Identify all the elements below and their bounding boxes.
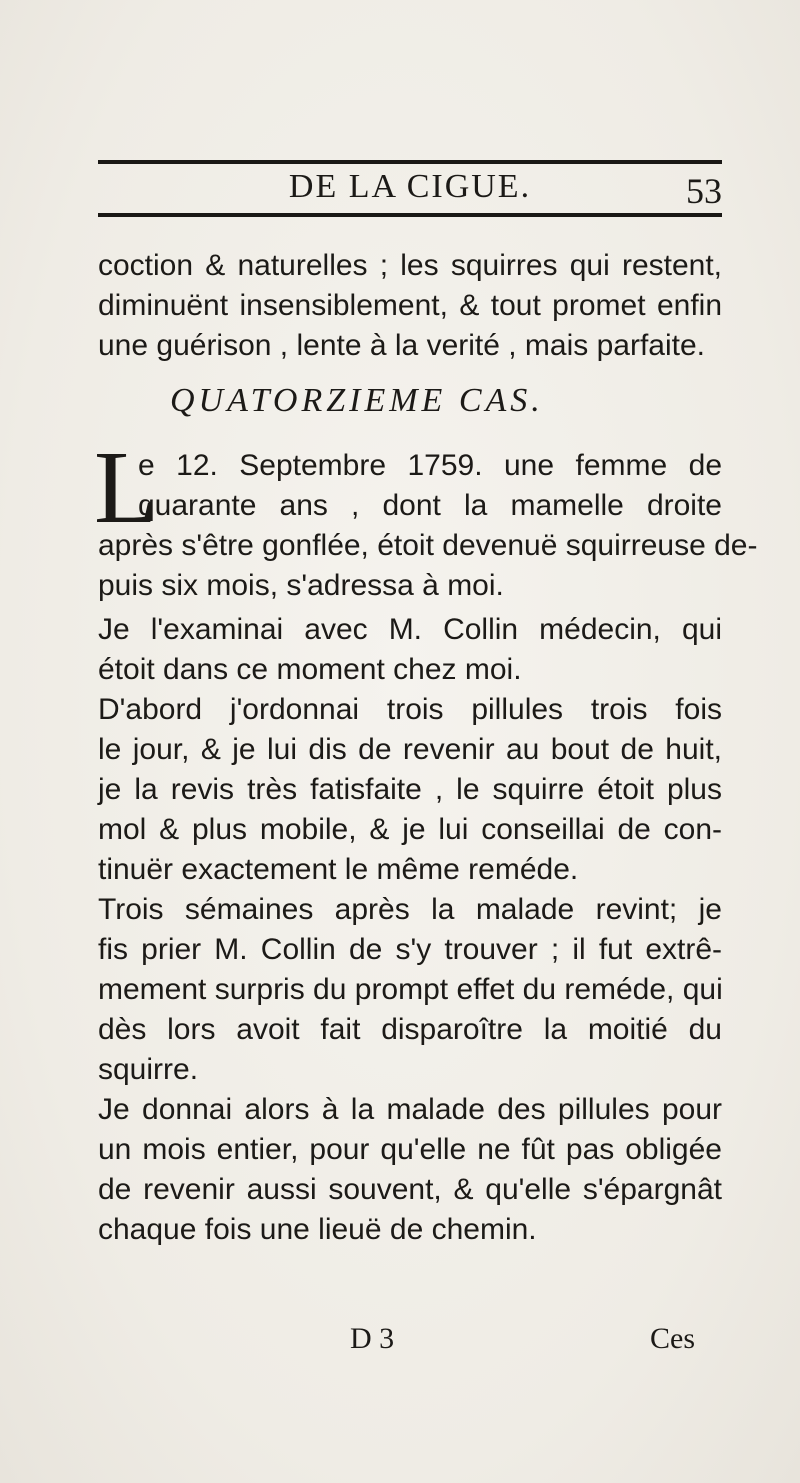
case-body [98, 610, 722, 1250]
text-line: e 12. Septembre 1759. une femme de [138, 449, 722, 482]
page-number: 53 [686, 171, 722, 211]
text-line: mement surpris du prompt effet du reméde, qui [98, 973, 723, 1006]
text-line: mol & plus mobile, & je lui conseillai de con- [98, 813, 722, 846]
text-line: D'abord j'ordonnai trois pillules trois fois [98, 693, 722, 726]
text-line: puis six mois, s'adressa à moi. [98, 569, 504, 602]
text-line: Je donnai alors à la malade des pillules pour [98, 1093, 722, 1126]
text-line: fis prier M. Collin de s'y trouver ; il fut extrê- [98, 933, 722, 966]
text-line: après s'être gonflée, étoit devenuë squirreuse de- [98, 529, 758, 562]
text-line: dès lors avoit fait disparoître la moitié du [98, 1013, 722, 1046]
case-opening-paragraph [94, 430, 758, 606]
text-line: je la revis très fatisfaite , le squirre étoit plus [98, 773, 722, 806]
header-rule-bottom [98, 213, 722, 217]
text-line: Trois sémaines après la malade revint; je [98, 893, 722, 926]
text-line: quarante ans , dont la mamelle droite [138, 489, 722, 522]
running-title: DE LA CIGUE. [288, 168, 532, 205]
text-line: coction & naturelles ; les squirres qui restent, [98, 249, 722, 282]
header-rule-top [98, 160, 722, 164]
text-line: diminuënt insensiblement, & tout promet enfin [98, 289, 722, 322]
catchword: Ces [650, 1322, 695, 1355]
text-line: de revenir aussi souvent, & qu'elle s'épargnât [98, 1173, 722, 1206]
drop-cap: L [94, 430, 158, 545]
text-line: Je l'examinai avec M. Collin médecin, qui [98, 613, 722, 646]
section-heading: QUATORZIEME CAS. [170, 382, 544, 419]
text-line: étoit dans ce moment chez moi. [98, 653, 522, 686]
signature-mark: D 3 [350, 1322, 395, 1355]
text-line: une guérison , lente à la verité , mais parfaite. [98, 329, 706, 362]
running-head [98, 168, 722, 212]
text-line: le jour, & je lui dis de revenir au bout de huit, [98, 733, 722, 766]
text-line: tinuër exactement le même reméde. [98, 853, 579, 886]
continuation-paragraph [98, 246, 722, 366]
text-line: un mois entier, pour qu'elle ne fût pas obligée [98, 1133, 722, 1166]
text-line: squirre. [98, 1053, 199, 1086]
text-line: chaque fois une lieuë de chemin. [98, 1213, 537, 1246]
